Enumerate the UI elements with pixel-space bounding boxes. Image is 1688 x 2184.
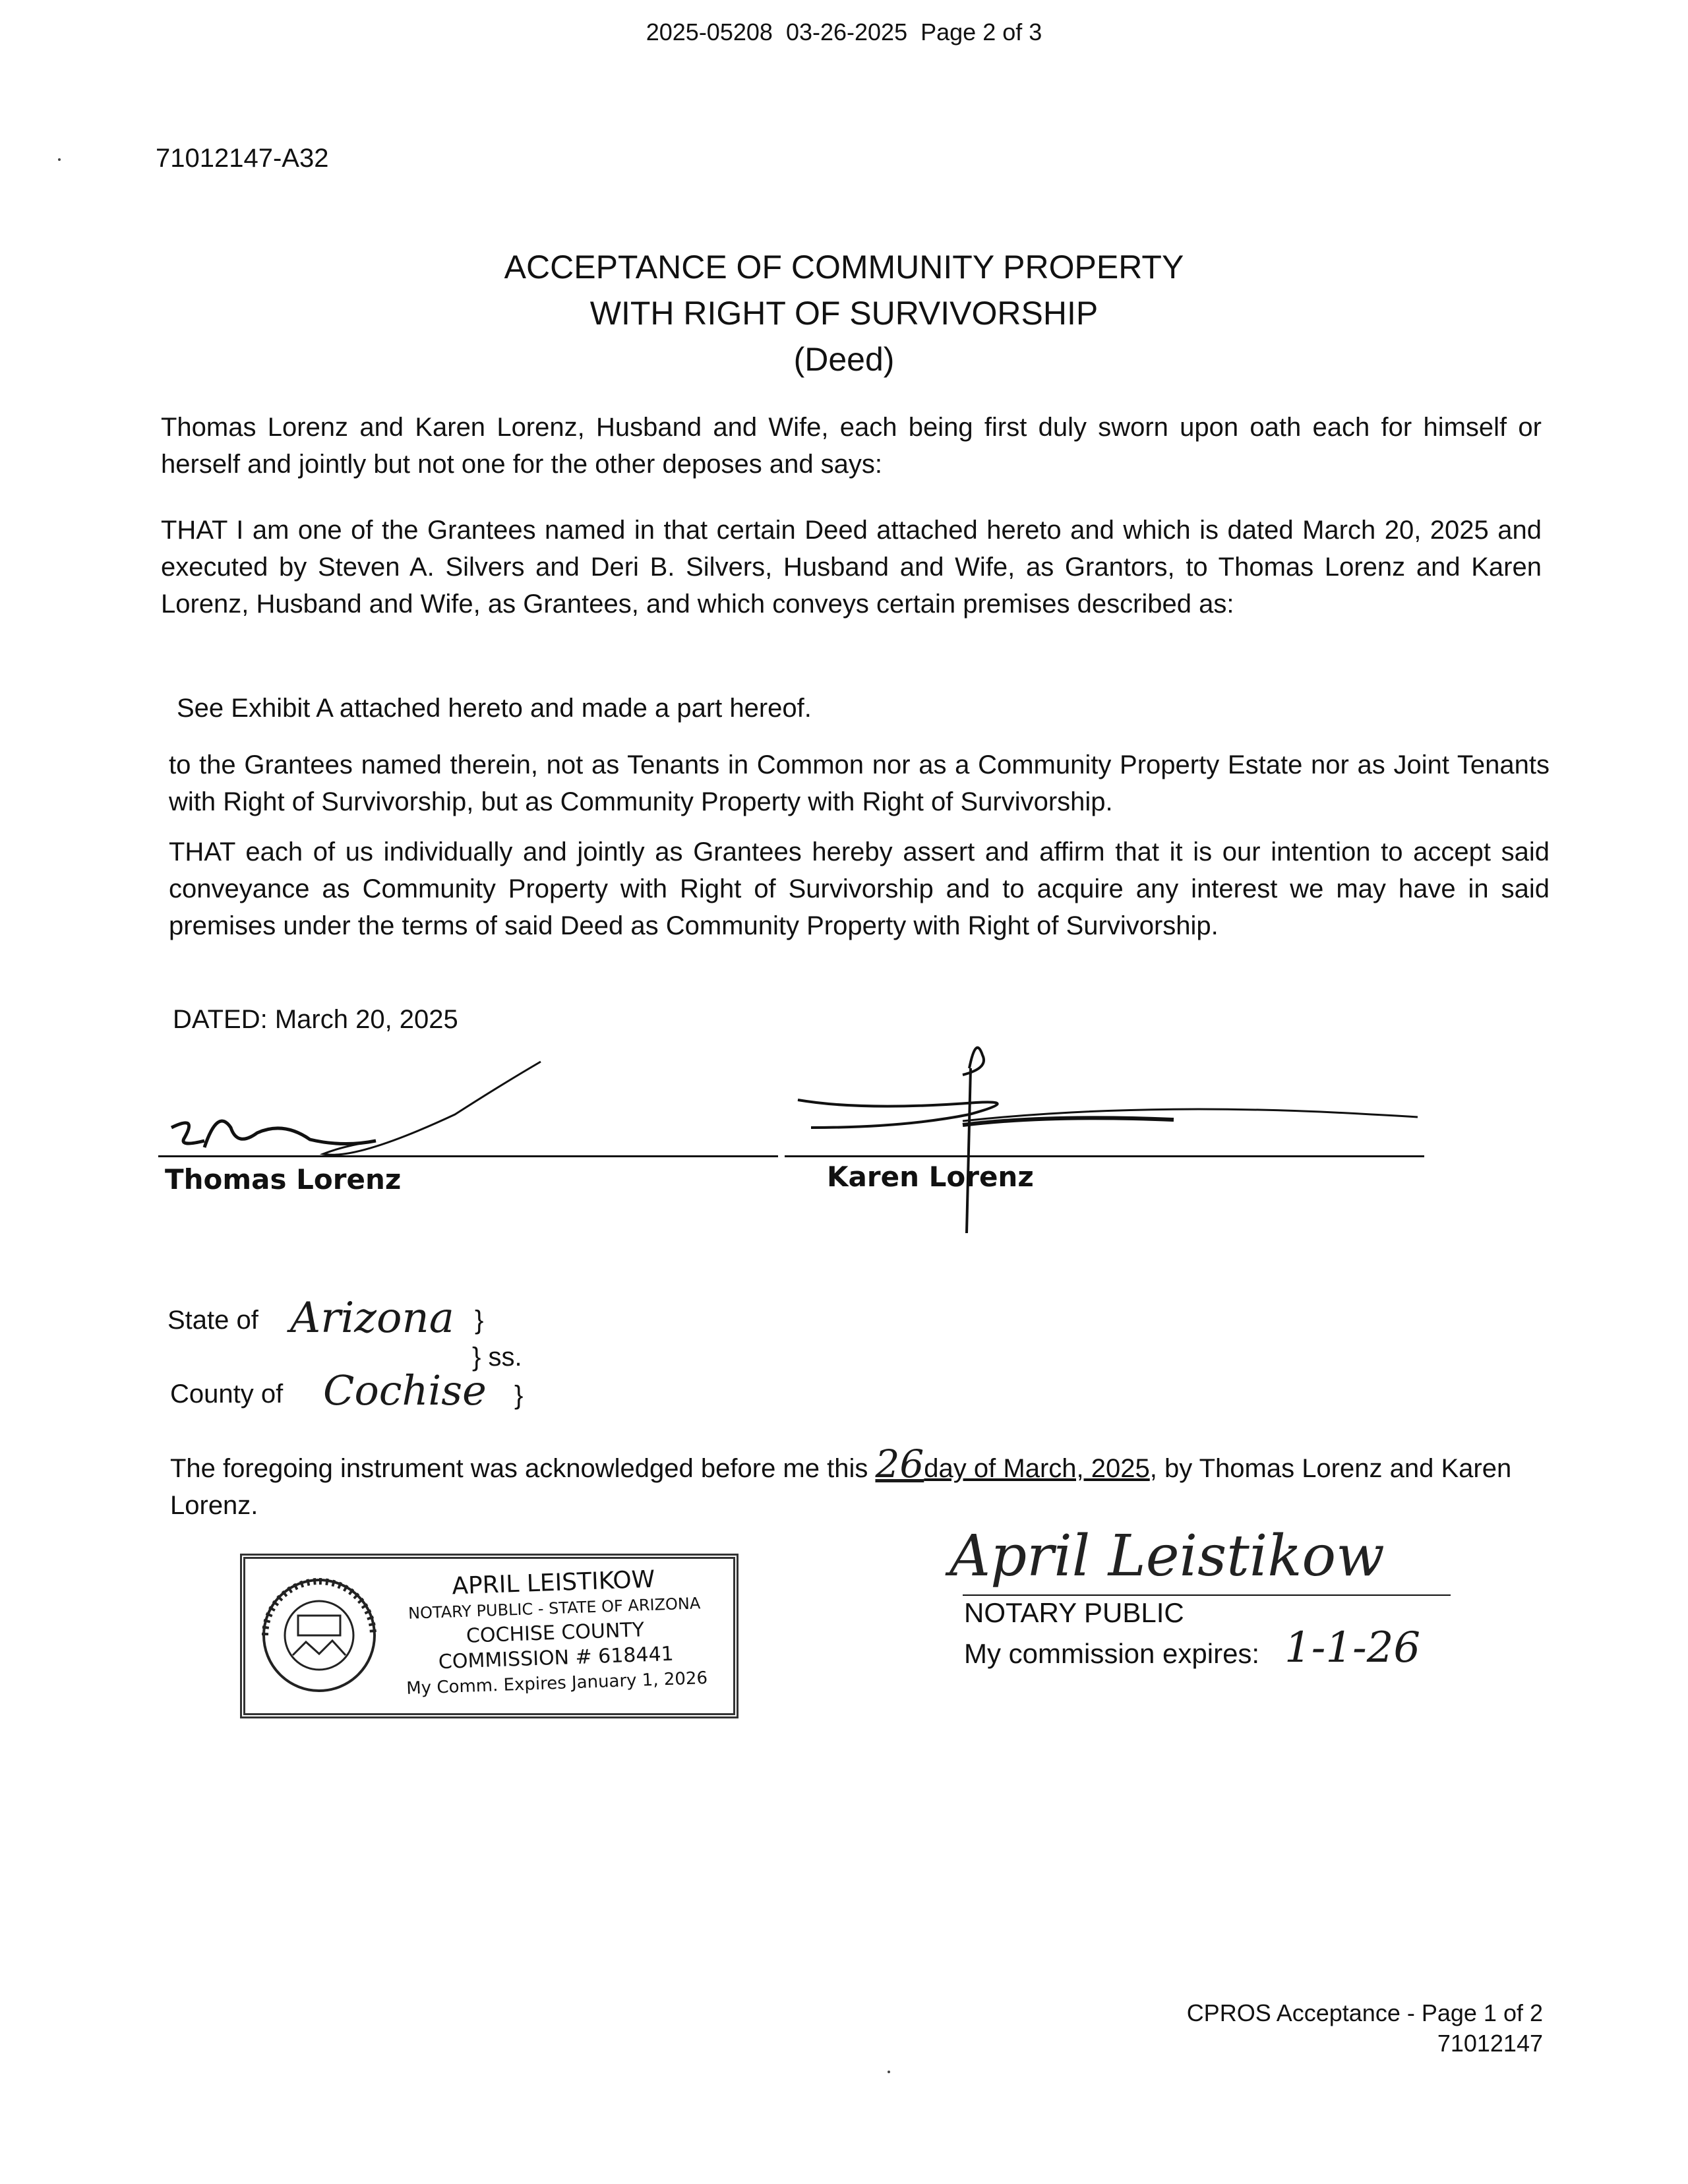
notary-stamp bbox=[240, 1554, 738, 1718]
arizona-seal-icon bbox=[260, 1576, 378, 1695]
stamp-notary-name: APRIL LEISTIKOW bbox=[451, 1565, 655, 1600]
stamp-text-block bbox=[375, 1565, 735, 1703]
acknowledgment-text bbox=[170, 1441, 1542, 1524]
title-line-1: ACCEPTANCE OF COMMUNITY PROPERTY bbox=[504, 249, 1184, 286]
paragraph-intention: THAT each of us individually and jointly as Grantees hereby assert and affirm that it is our intention to accept said conveyance as Community Property with Right of Survivorship and to acquire any interest we may have in said premises under the terms of said Deed as Community Property with Right of Survivorship. bbox=[169, 837, 1550, 940]
signer-name-thomas: Thomas Lorenz bbox=[165, 1163, 402, 1196]
footer-order-number: 71012147 bbox=[1437, 2030, 1543, 2057]
notary-signature-line bbox=[963, 1594, 1451, 1596]
stamp-county: COCHISE COUNTY bbox=[466, 1618, 645, 1648]
signature-thomas bbox=[158, 1048, 567, 1161]
state-label: State of bbox=[167, 1306, 258, 1335]
acknowledgment-date: day of March, 2025 bbox=[924, 1454, 1150, 1483]
state-value-handwritten: Arizona bbox=[290, 1294, 454, 1343]
commission-expires-handwritten: 1-1-26 bbox=[1284, 1623, 1421, 1672]
page-indicator: Page 2 of 3 bbox=[920, 18, 1042, 46]
county-value-handwritten: Cochise bbox=[323, 1366, 487, 1414]
stamp-expiration: My Comm. Expires January 1, 2026 bbox=[406, 1668, 708, 1699]
acknowledgment-lead: The foregoing instrument was acknowledged before me this bbox=[170, 1454, 876, 1483]
reference-number: 71012147-A32 bbox=[156, 144, 329, 173]
paragraph-tenancy: to the Grantees named therein, not as Tenants in Common nor as a Community Property Estate nor as Joint Tenants with Right of Survivorship, but as Community Property with Right of Survivorship. bbox=[169, 750, 1550, 816]
signature-karen bbox=[785, 1029, 1437, 1240]
page-footer bbox=[1187, 1998, 1543, 2059]
paragraph-exhibit: See Exhibit A attached hereto and made a part hereof. bbox=[177, 694, 812, 723]
venue-brace-top: } bbox=[475, 1306, 484, 1335]
recording-date: 03-26-2025 bbox=[785, 18, 908, 46]
title-line-2: WITH RIGHT OF SURVIVORSHIP bbox=[589, 295, 1099, 332]
paragraph-deponents: Thomas Lorenz and Karen Lorenz, Husband and Wife, each being first duly sworn upon oath each for himself or herself and jointly but not one for the other deposes and says: bbox=[161, 413, 1542, 479]
signer-name-karen: Karen Lorenz bbox=[827, 1161, 1034, 1193]
commission-expires-label: My commission expires: bbox=[964, 1638, 1260, 1669]
scan-speck bbox=[58, 158, 61, 161]
venue-brace-ss: } ss. bbox=[472, 1343, 522, 1372]
county-label: County of bbox=[170, 1380, 284, 1409]
footer-form-name: CPROS Acceptance - Page 1 of 2 bbox=[1186, 1999, 1543, 2026]
acknowledgment-tail: , by Thomas Lorenz and Karen Lorenz. bbox=[170, 1454, 1512, 1520]
paragraph-grantees: THAT I am one of the Grantees named in that certain Deed attached hereto and which is dated March 20, 2025 and executed by Steven A. Silvers and Deri B. Silvers, Husband and Wife, as Grantors, to Thomas Lorenz and Karen Lorenz, Husband and Wife, as Grantees, and which conveys certain premises described as: bbox=[161, 516, 1542, 619]
dated-line: DATED: March 20, 2025 bbox=[173, 1005, 458, 1034]
notary-title: NOTARY PUBLIC bbox=[964, 1597, 1184, 1628]
title-line-3: (Deed) bbox=[793, 341, 895, 378]
scan-speck-bottom bbox=[888, 2071, 890, 2073]
acknowledgment-day-handwritten: 26 bbox=[875, 1441, 924, 1486]
venue-brace-bottom: } bbox=[514, 1381, 524, 1410]
stamp-notary-state: NOTARY PUBLIC - STATE OF ARIZONA bbox=[407, 1594, 701, 1623]
stamp-commission-number: COMMISSION # 618441 bbox=[438, 1642, 675, 1674]
doc-number: 2025-05208 bbox=[646, 18, 773, 46]
notary-signature: April Leistikow bbox=[950, 1523, 1385, 1589]
recording-header bbox=[0, 18, 1688, 46]
